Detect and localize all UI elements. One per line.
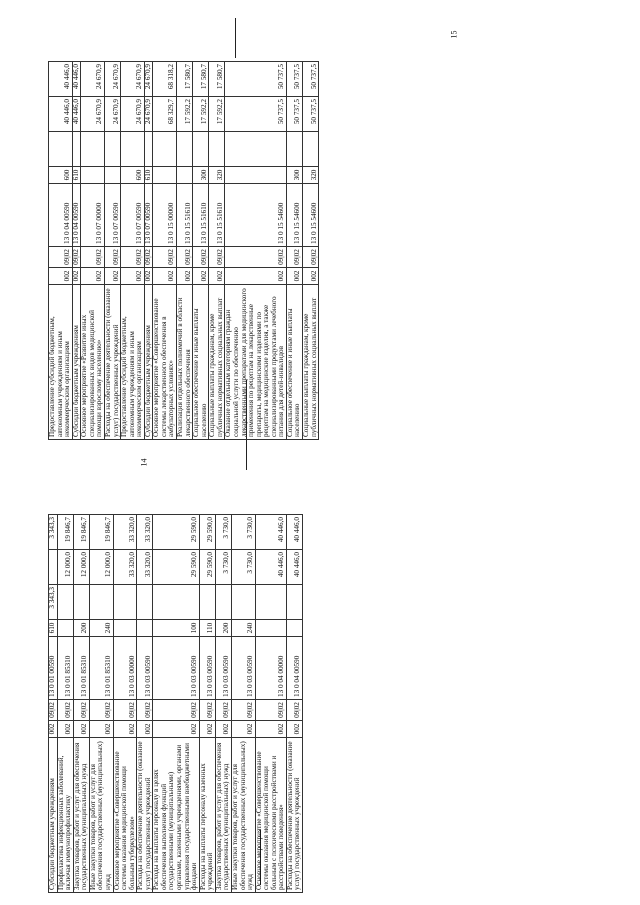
row-section-cell: 09|02 <box>57 700 73 721</box>
row-amount-1-cell <box>286 585 302 620</box>
table-row <box>113 515 137 893</box>
page-number-right: 15 <box>449 30 459 39</box>
row-target-article-cell: 13 0 03 00590 <box>231 637 255 700</box>
row-admin-code-cell: 002 <box>225 268 287 285</box>
row-section-cell: 09|02 <box>153 247 177 268</box>
row-section-cell: 09|02 <box>121 247 145 268</box>
row-section-cell: 09|02 <box>286 700 302 721</box>
row-amount-1-cell <box>225 132 287 167</box>
row-amount-1-cell <box>231 585 255 620</box>
row-expense-type-cell: 240 <box>89 620 113 637</box>
row-target-article-cell: 13 0 03 00590 <box>199 637 215 700</box>
row-name-cell: Социальные выплаты гражданам, кроме публичных нормативных социальных выплат <box>303 285 319 440</box>
row-amount-1-cell: 3 343,3 <box>49 585 58 620</box>
row-target-article-cell: 13 0 15 54600 <box>286 184 302 247</box>
row-target-article-cell: 13 0 04 00000 <box>255 637 286 700</box>
row-expense-type-cell: 610 <box>144 167 153 184</box>
row-section-cell: 09|02 <box>137 700 153 721</box>
row-name-cell: Иные закупки товаров, работ и услуг для обеспечения государственных (муниципальных) нужд <box>89 738 113 893</box>
row-admin-code-cell: 002 <box>49 721 58 738</box>
row-admin-code-cell: 002 <box>286 721 302 738</box>
row-amount-1-cell <box>193 132 209 167</box>
row-expense-type-cell: 320 <box>303 167 319 184</box>
row-expense-type-cell: 200 <box>73 620 89 637</box>
row-name-cell: Субсидии бюджетным учреждениям <box>144 285 153 440</box>
row-name-cell: Предоставление субсидий бюджетным, автономным учреждениям и иным некоммерческим организациям <box>121 285 145 440</box>
table-row <box>121 62 145 440</box>
row-target-article-cell: 13 0 15 51610 <box>177 184 193 247</box>
row-amount-3-cell: 24 670,9 <box>121 62 145 97</box>
row-target-article-cell: 13 0 07 00590 <box>144 184 153 247</box>
row-amount-1-cell <box>113 585 137 620</box>
row-amount-3-cell: 68 318,2 <box>153 62 177 97</box>
row-amount-3-cell: 17 580,7 <box>193 62 209 97</box>
row-amount-3-cell: 3 343,3 <box>49 515 58 550</box>
row-section-cell: 09|02 <box>286 247 302 268</box>
row-admin-code-cell: 002 <box>89 721 113 738</box>
row-amount-1-cell <box>89 585 113 620</box>
table-row <box>193 62 209 440</box>
row-amount-3-cell: 50 737,5 <box>225 62 287 97</box>
row-name-cell: Реализация отдельных полномочий в области лекарственного обеспечения <box>177 285 193 440</box>
row-target-article-cell: 13 0 01 85310 <box>73 637 89 700</box>
row-amount-3-cell: 40 446,0 <box>72 62 81 97</box>
table-row <box>81 62 105 440</box>
table-row <box>286 515 302 893</box>
table-row <box>49 515 58 893</box>
row-target-article-cell: 13 0 03 00590 <box>137 637 153 700</box>
row-section-cell: 09|02 <box>104 247 120 268</box>
row-target-article-cell: 13 0 15 51610 <box>193 184 209 247</box>
row-amount-1-cell <box>209 132 225 167</box>
row-target-article-cell: 13 0 03 00000 <box>113 637 137 700</box>
row-name-cell: Расходы на обеспечение деятельности (оказание услуг) государственных учреждений <box>104 285 120 440</box>
row-amount-3-cell: 24 670,9 <box>144 62 153 97</box>
row-amount-3-cell: 3 730,0 <box>215 515 231 550</box>
row-section-cell: 09|02 <box>113 700 137 721</box>
row-name-cell: Социальное обеспечение и иные выплаты населению <box>193 285 209 440</box>
row-admin-code-cell: 002 <box>137 721 153 738</box>
row-name-cell: Расходы на выплаты персоналу в целях обеспечения выполнения функций государственными (муниципальными) органами, казенными учреждениями, органами управления государственными внебюджетными фондами <box>153 738 199 893</box>
row-admin-code-cell: 002 <box>81 268 105 285</box>
row-amount-2-cell: 50 737,5 <box>303 97 319 132</box>
budget-table-right <box>48 61 319 440</box>
row-name-cell: Оказание отдельным категориям граждан социальной услуги по обеспечению лекарственными препаратами для медицинского применения по рецептам на лекарственные препараты, медицинскими изделиями по рецептам на медицинские изделия, а также специализированными продуктами лечебного питания для детей-инвалидов <box>225 285 287 440</box>
row-target-article-cell: 13 0 01 85310 <box>57 637 73 700</box>
row-amount-2-cell: 29 590,0 <box>153 550 199 585</box>
row-amount-3-cell: 29 590,0 <box>153 515 199 550</box>
table-row <box>104 62 120 440</box>
row-amount-2-cell: 40 446,0 <box>255 550 286 585</box>
left-page-table-wrapper <box>48 480 303 893</box>
row-amount-2-cell: 50 737,5 <box>286 97 302 132</box>
row-amount-2-cell: 24 670,9 <box>144 97 153 132</box>
row-amount-2-cell: 17 592,2 <box>193 97 209 132</box>
table-row <box>153 62 177 440</box>
row-amount-2-cell: 3 730,0 <box>231 550 255 585</box>
row-amount-2-cell <box>49 550 58 585</box>
row-section-cell: 09|02 <box>72 247 81 268</box>
row-amount-3-cell: 33 320,0 <box>113 515 137 550</box>
row-amount-2-cell: 33 320,0 <box>113 550 137 585</box>
row-target-article-cell: 13 0 07 00590 <box>121 184 145 247</box>
row-admin-code-cell: 002 <box>231 721 255 738</box>
row-amount-1-cell <box>153 585 199 620</box>
row-amount-1-cell <box>177 132 193 167</box>
row-target-article-cell: 13 0 07 00590 <box>104 184 120 247</box>
row-name-cell: Расходы на выплаты персоналу казенных учреждений <box>199 738 215 893</box>
row-admin-code-cell: 002 <box>209 268 225 285</box>
row-name-cell: Основное мероприятие «Развитие иных специализированных видов медицинской помощи взрослому населению» <box>81 285 105 440</box>
row-expense-type-cell <box>81 167 105 184</box>
row-amount-3-cell: 17 580,7 <box>209 62 225 97</box>
row-admin-code-cell: 002 <box>73 721 89 738</box>
row-name-cell: Закупка товаров, работ и услуг для обеспечения государственных (муниципальных) нужд <box>73 738 89 893</box>
row-amount-3-cell: 33 320,0 <box>137 515 153 550</box>
row-amount-1-cell <box>255 585 286 620</box>
table-row <box>209 62 225 440</box>
row-expense-type-cell <box>57 620 73 637</box>
row-amount-1-cell <box>57 585 73 620</box>
row-section-cell: 09|02 <box>89 700 113 721</box>
row-name-cell: Основное мероприятие «Совершенствование системы оказания медицинской помощи больным с психическими расстройствами и расстройствами поведения» <box>255 738 286 893</box>
row-amount-1-cell <box>104 132 120 167</box>
row-admin-code-cell: 002 <box>57 721 73 738</box>
row-admin-code-cell: 002 <box>72 268 81 285</box>
row-expense-type-cell <box>137 620 153 637</box>
table-row <box>49 62 73 440</box>
row-amount-1-cell <box>153 132 177 167</box>
row-name-cell: Основное мероприятие «Совершенствование системы оказания медицинской помощи больным туберкулезом» <box>113 738 137 893</box>
row-expense-type-cell <box>104 167 120 184</box>
row-section-cell: 09|02 <box>303 247 319 268</box>
row-expense-type-cell <box>113 620 137 637</box>
row-target-article-cell: 13 0 04 00590 <box>49 184 73 247</box>
row-expense-type-cell: 200 <box>215 620 231 637</box>
row-amount-1-cell <box>286 132 302 167</box>
table-row <box>199 515 215 893</box>
table-row <box>73 515 89 893</box>
row-section-cell: 09|02 <box>255 700 286 721</box>
row-expense-type-cell: 100 <box>153 620 199 637</box>
row-amount-1-cell <box>49 132 73 167</box>
row-target-article-cell: 13 0 04 00590 <box>72 184 81 247</box>
row-amount-1-cell <box>144 132 153 167</box>
row-amount-3-cell: 19 846,7 <box>73 515 89 550</box>
row-amount-2-cell: 17 592,2 <box>209 97 225 132</box>
table-row <box>89 515 113 893</box>
row-name-cell: Иные закупки товаров, работ и услуг для обеспечения государственных (муниципальных) нужд <box>231 738 255 893</box>
row-section-cell: 09|02 <box>49 247 73 268</box>
row-expense-type-cell: 110 <box>199 620 215 637</box>
row-amount-2-cell: 24 670,9 <box>81 97 105 132</box>
row-amount-2-cell: 24 670,9 <box>104 97 120 132</box>
row-amount-3-cell: 19 846,7 <box>89 515 113 550</box>
table-row <box>225 62 287 440</box>
row-admin-code-cell: 002 <box>113 721 137 738</box>
row-name-cell: Социальные выплаты гражданам, кроме публичных нормативных социальных выплат <box>209 285 225 440</box>
row-admin-code-cell: 002 <box>177 268 193 285</box>
row-amount-2-cell: 12 000,0 <box>57 550 73 585</box>
row-expense-type-cell: 300 <box>286 167 302 184</box>
row-admin-code-cell: 002 <box>199 721 215 738</box>
row-amount-2-cell: 40 446,0 <box>286 550 302 585</box>
row-expense-type-cell: 300 <box>193 167 209 184</box>
row-amount-3-cell: 19 846,7 <box>57 515 73 550</box>
row-amount-3-cell: 40 446,0 <box>49 62 73 97</box>
row-name-cell: Основное мероприятие «Совершенствование системы лекарственного обеспечения в амбулаторных условиях» <box>153 285 177 440</box>
row-section-cell: 09|02 <box>153 700 199 721</box>
row-section-cell: 09|02 <box>81 247 105 268</box>
row-amount-1-cell <box>199 585 215 620</box>
row-amount-3-cell: 50 737,5 <box>303 62 319 97</box>
row-admin-code-cell: 002 <box>121 268 145 285</box>
row-expense-type-cell: 610 <box>72 167 81 184</box>
row-section-cell: 09|02 <box>177 247 193 268</box>
row-name-cell: Профилактика инфекционных заболеваний, включая иммунопрофилактику <box>57 738 73 893</box>
row-section-cell: 09|02 <box>73 700 89 721</box>
row-section-cell: 09|02 <box>209 247 225 268</box>
row-amount-1-cell <box>215 585 231 620</box>
row-amount-2-cell: 17 592,2 <box>177 97 193 132</box>
row-expense-type-cell: 600 <box>49 167 73 184</box>
row-amount-3-cell: 50 737,5 <box>286 62 302 97</box>
row-expense-type-cell: 320 <box>209 167 225 184</box>
row-target-article-cell: 13 0 07 00000 <box>81 184 105 247</box>
row-target-article-cell: 13 0 03 00590 <box>215 637 231 700</box>
row-target-article-cell: 13 0 15 54600 <box>225 184 287 247</box>
row-section-cell: 09|02 <box>215 700 231 721</box>
row-expense-type-cell: 610 <box>49 620 58 637</box>
row-section-cell: 09|02 <box>231 700 255 721</box>
row-expense-type-cell: 600 <box>121 167 145 184</box>
table-row <box>231 515 255 893</box>
row-expense-type-cell <box>286 620 302 637</box>
row-expense-type-cell <box>177 167 193 184</box>
table-row <box>255 515 286 893</box>
table-row <box>57 515 73 893</box>
row-name-cell: Социальное обеспечение и иные выплаты населению <box>286 285 302 440</box>
row-amount-1-cell <box>72 132 81 167</box>
table-row <box>137 515 153 893</box>
row-target-article-cell: 13 0 01 00590 <box>49 637 58 700</box>
row-admin-code-cell: 002 <box>303 268 319 285</box>
row-admin-code-cell: 002 <box>104 268 120 285</box>
row-target-article-cell: 13 0 03 00590 <box>153 637 199 700</box>
row-amount-1-cell <box>121 132 145 167</box>
row-amount-2-cell: 12 000,0 <box>73 550 89 585</box>
table-row <box>286 62 302 440</box>
row-name-cell: Предоставление субсидий бюджетным, автономным учреждениям и иным некоммерческим организациям <box>49 285 73 440</box>
row-section-cell: 09|02 <box>193 247 209 268</box>
row-amount-2-cell: 12 000,0 <box>89 550 113 585</box>
row-name-cell: Субсидии бюджетным учреждениям <box>72 285 81 440</box>
row-amount-3-cell: 40 446,0 <box>255 515 286 550</box>
row-expense-type-cell: 240 <box>231 620 255 637</box>
row-admin-code-cell: 002 <box>153 721 199 738</box>
row-amount-2-cell: 3 730,0 <box>215 550 231 585</box>
table-row <box>215 515 231 893</box>
row-amount-3-cell: 24 670,9 <box>104 62 120 97</box>
row-amount-2-cell: 29 590,0 <box>199 550 215 585</box>
row-section-cell: 09|02 <box>225 247 287 268</box>
table-row <box>153 515 199 893</box>
row-section-cell: 09|02 <box>49 700 58 721</box>
row-target-article-cell: 13 0 01 85310 <box>89 637 113 700</box>
row-amount-2-cell: 50 737,5 <box>225 97 287 132</box>
row-amount-3-cell: 24 670,9 <box>81 62 105 97</box>
row-amount-1-cell <box>73 585 89 620</box>
row-amount-2-cell: 40 446,0 <box>49 97 73 132</box>
row-admin-code-cell: 002 <box>215 721 231 738</box>
row-admin-code-cell: 002 <box>153 268 177 285</box>
row-amount-3-cell: 29 590,0 <box>199 515 215 550</box>
table-row <box>177 62 193 440</box>
right-page-table-wrapper <box>48 40 319 440</box>
budget-table-left <box>48 514 303 893</box>
row-amount-2-cell: 68 329,7 <box>153 97 177 132</box>
row-name-cell: Закупка товаров, работ и услуг для обеспечения государственных (муниципальных) нужд <box>215 738 231 893</box>
row-amount-2-cell: 40 446,0 <box>72 97 81 132</box>
page-number-left: 14 <box>139 458 149 467</box>
row-admin-code-cell: 002 <box>49 268 73 285</box>
row-amount-3-cell: 17 580,7 <box>177 62 193 97</box>
row-amount-1-cell <box>303 132 319 167</box>
row-amount-1-cell <box>137 585 153 620</box>
row-amount-3-cell: 3 730,0 <box>231 515 255 550</box>
row-amount-2-cell: 33 320,0 <box>137 550 153 585</box>
row-expense-type-cell <box>153 167 177 184</box>
row-amount-2-cell: 24 670,9 <box>121 97 145 132</box>
row-name-cell: Расходы на обеспечение деятельности (оказание услуг) государственных учреждений <box>137 738 153 893</box>
row-target-article-cell: 13 0 15 51610 <box>209 184 225 247</box>
row-section-cell: 09|02 <box>199 700 215 721</box>
row-target-article-cell: 13 0 15 00000 <box>153 184 177 247</box>
row-admin-code-cell: 002 <box>286 268 302 285</box>
table-row <box>303 62 319 440</box>
row-name-cell: Субсидии бюджетным учреждениям <box>49 738 58 893</box>
row-target-article-cell: 13 0 15 54600 <box>303 184 319 247</box>
row-admin-code-cell: 002 <box>193 268 209 285</box>
row-expense-type-cell <box>225 167 287 184</box>
row-amount-1-cell <box>81 132 105 167</box>
row-name-cell: Расходы на обеспечение деятельности (оказание услуг) государственных учреждений <box>286 738 302 893</box>
row-expense-type-cell <box>255 620 286 637</box>
row-admin-code-cell: 002 <box>144 268 153 285</box>
row-section-cell: 09|02 <box>144 247 153 268</box>
row-amount-3-cell: 40 446,0 <box>286 515 302 550</box>
row-admin-code-cell: 002 <box>255 721 286 738</box>
row-target-article-cell: 13 0 04 00590 <box>286 637 302 700</box>
